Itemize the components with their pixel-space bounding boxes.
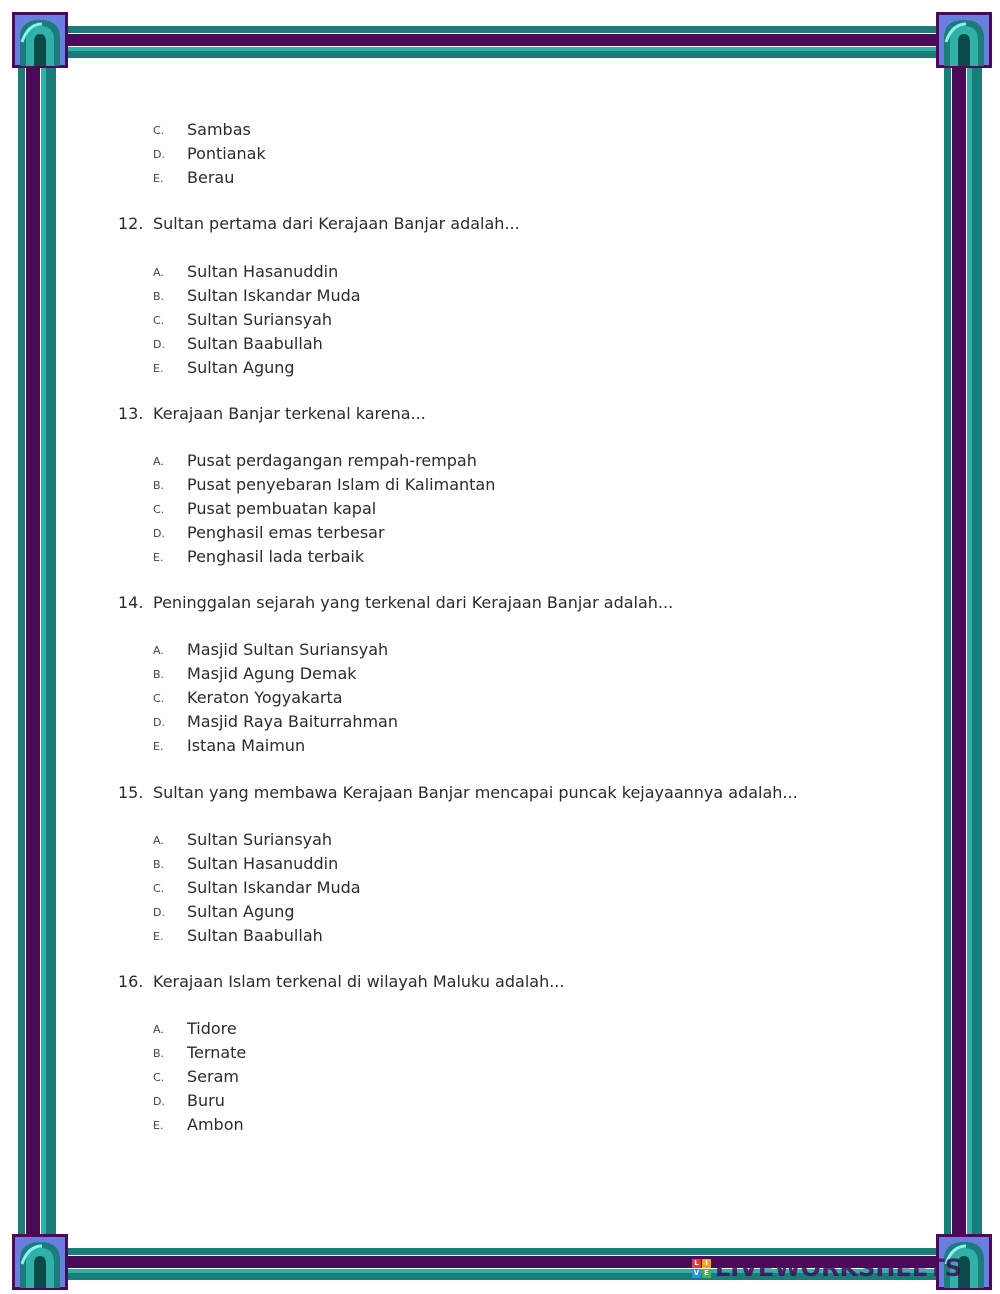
frame-border-top [40,26,960,58]
option-text: Keraton Yogyakarta [187,688,343,707]
corner-arch-icon [936,12,992,68]
option-text: Seram [187,1067,239,1086]
question-16 [118,972,564,991]
option-item[interactable] [153,688,343,707]
option-text: Penghasil emas terbesar [187,523,385,542]
question-13 [118,404,426,423]
question-14 [118,593,673,612]
option-item[interactable] [153,475,495,494]
option-text: Istana Maimun [187,736,306,755]
option-item[interactable] [153,168,234,187]
option-text: Pusat penyebaran Islam di Kalimantan [187,475,496,494]
question-text: Kerajaan Banjar terkenal karena... [153,404,426,423]
option-text: Pontianak [187,144,266,163]
option-item[interactable] [153,640,388,659]
option-text: Masjid Sultan Suriansyah [187,640,389,659]
watermark-text: LIVEWORKSHEETS [715,1254,962,1282]
option-item[interactable] [153,1091,225,1110]
option-item[interactable] [153,902,295,921]
option-text: Ambon [187,1115,244,1134]
option-item[interactable] [153,310,332,329]
option-item[interactable] [153,120,251,139]
option-text: Sultan Baabullah [187,926,323,945]
liveworksheets-watermark [692,1256,962,1280]
frame-border-left [18,40,56,1274]
question-text: Kerajaan Islam terkenal di wilayah Maluku adalah... [153,972,565,991]
question-text: Peninggalan sejarah yang terkenal dari Kerajaan Banjar adalah... [153,593,674,612]
option-letter: D. [153,716,165,729]
option-letter: D. [153,527,165,540]
option-item[interactable] [153,547,364,566]
option-text: Masjid Agung Demak [187,664,357,683]
option-letter: A. [153,834,164,847]
option-item[interactable] [153,262,338,281]
question-number: 12. [118,214,144,233]
option-item[interactable] [153,1043,246,1062]
option-text: Masjid Raya Baiturrahman [187,712,398,731]
option-item[interactable] [153,712,398,731]
option-letter: C. [153,882,165,895]
option-letter: B. [153,290,165,303]
option-text: Penghasil lada terbaik [187,547,365,566]
question-12 [118,214,520,233]
option-letter: B. [153,479,165,492]
option-item[interactable] [153,334,323,353]
option-letter: A. [153,1023,164,1036]
option-text: Ternate [187,1043,247,1062]
option-text: Sultan Iskandar Muda [187,878,361,897]
option-letter: C. [153,1071,165,1084]
option-text: Sambas [187,120,251,139]
logo-letter: L [692,1259,701,1268]
option-letter: E. [153,740,164,753]
option-letter: D. [153,338,165,351]
option-letter: B. [153,668,165,681]
question-text: Sultan pertama dari Kerajaan Banjar adalah... [153,214,520,233]
question-15 [118,783,798,802]
option-text: Sultan Iskandar Muda [187,286,361,305]
option-item[interactable] [153,1019,237,1038]
option-item[interactable] [153,830,332,849]
option-letter: D. [153,1095,165,1108]
logo-letter: E [702,1269,711,1278]
corner-arch-icon [12,12,68,68]
option-letter: C. [153,503,165,516]
option-letter: B. [153,858,165,871]
option-letter: E. [153,551,164,564]
liveworksheets-logo-icon [692,1259,711,1278]
question-number: 13. [118,404,144,423]
option-item[interactable] [153,1115,244,1134]
question-number: 14. [118,593,144,612]
option-letter: A. [153,455,164,468]
option-text: Sultan Agung [187,902,295,921]
option-item[interactable] [153,854,338,873]
option-letter: A. [153,266,164,279]
option-text: Berau [187,168,235,187]
option-letter: D. [153,906,165,919]
option-item[interactable] [153,451,477,470]
option-item[interactable] [153,523,385,542]
option-text: Buru [187,1091,225,1110]
logo-letter: I [702,1259,711,1268]
logo-letter: V [693,1268,700,1277]
option-item[interactable] [153,286,361,305]
option-item[interactable] [153,358,295,377]
option-letter: C. [153,124,165,137]
question-number: 16. [118,972,144,991]
option-item[interactable] [153,1067,239,1086]
option-letter: E. [153,1119,164,1132]
option-letter: C. [153,692,165,705]
option-item[interactable] [153,736,305,755]
option-text: Sultan Agung [187,358,295,377]
option-text: Sultan Suriansyah [187,830,333,849]
option-letter: B. [153,1047,165,1060]
option-text: Sultan Baabullah [187,334,323,353]
option-letter: C. [153,314,165,327]
question-text: Sultan yang membawa Kerajaan Banjar mencapai puncak kejayaannya adalah... [153,783,798,802]
option-item[interactable] [153,499,376,518]
option-text: Sultan Suriansyah [187,310,333,329]
option-text: Pusat perdagangan rempah-rempah [187,451,477,470]
option-text: Sultan Hasanuddin [187,854,339,873]
option-text: Tidore [187,1019,237,1038]
option-item[interactable] [153,878,361,897]
question-number: 15. [118,783,144,802]
corner-arch-icon [12,1234,68,1290]
option-text: Pusat pembuatan kapal [187,499,377,518]
option-letter: E. [153,930,164,943]
frame-border-right [944,40,982,1274]
option-item[interactable] [153,664,357,683]
option-letter: E. [153,362,164,375]
option-text: Sultan Hasanuddin [187,262,339,281]
option-item[interactable] [153,926,323,945]
option-letter: A. [153,644,164,657]
option-letter: D. [153,148,165,161]
option-letter: E. [153,172,164,185]
option-item[interactable] [153,144,266,163]
